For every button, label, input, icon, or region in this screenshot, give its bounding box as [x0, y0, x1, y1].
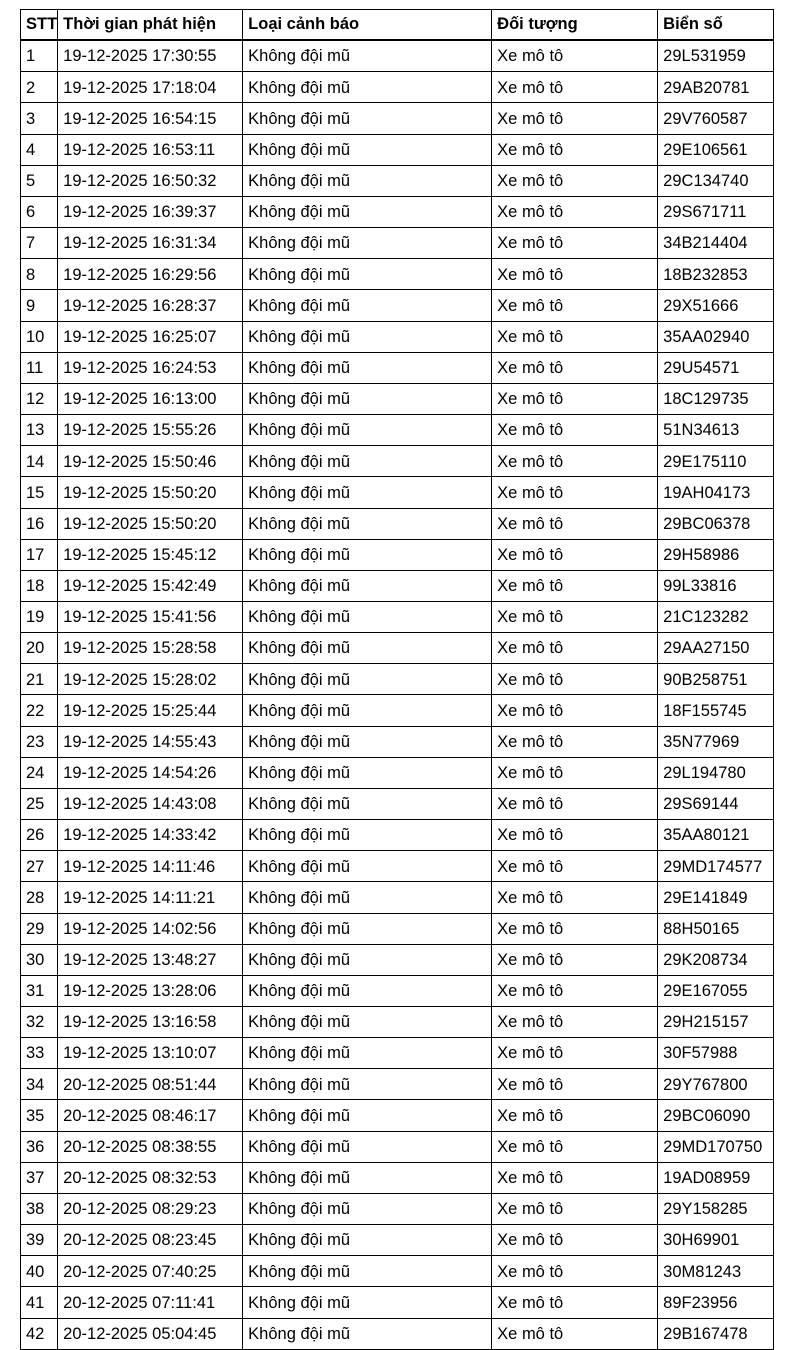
cell-object: Xe mô tô [492, 1131, 658, 1162]
table-row [21, 820, 774, 851]
table-row [21, 695, 774, 726]
cell-object: Xe mô tô [492, 726, 658, 757]
cell-object: Xe mô tô [492, 228, 658, 259]
cell-detection-time: 19-12-2025 16:24:53 [58, 352, 243, 383]
cell-detection-time: 19-12-2025 14:02:56 [58, 913, 243, 944]
cell-plate: 35N77969 [658, 726, 774, 757]
cell-plate: 29C134740 [658, 165, 774, 196]
cell-plate: 29E141849 [658, 882, 774, 913]
cell-alert-type: Không đội mũ [243, 1287, 492, 1318]
cell-plate: 29K208734 [658, 944, 774, 975]
cell-plate: 21C123282 [658, 601, 774, 632]
cell-plate: 29H215157 [658, 1007, 774, 1038]
cell-plate: 90B258751 [658, 664, 774, 695]
table-row [21, 259, 774, 290]
table-row [21, 1069, 774, 1100]
cell-object: Xe mô tô [492, 695, 658, 726]
cell-stt: 38 [21, 1193, 58, 1224]
cell-stt: 8 [21, 259, 58, 290]
cell-detection-time: 19-12-2025 15:28:58 [58, 633, 243, 664]
cell-plate: 34B214404 [658, 228, 774, 259]
cell-object: Xe mô tô [492, 477, 658, 508]
cell-plate: 29MD174577 [658, 851, 774, 882]
cell-stt: 10 [21, 321, 58, 352]
cell-stt: 7 [21, 228, 58, 259]
table-row [21, 1225, 774, 1256]
cell-detection-time: 20-12-2025 08:51:44 [58, 1069, 243, 1100]
cell-detection-time: 19-12-2025 15:50:20 [58, 508, 243, 539]
cell-alert-type: Không đội mũ [243, 165, 492, 196]
cell-plate: 89F23956 [658, 1287, 774, 1318]
cell-object: Xe mô tô [492, 446, 658, 477]
cell-stt: 16 [21, 508, 58, 539]
cell-plate: 19AD08959 [658, 1162, 774, 1193]
cell-alert-type: Không đội mũ [243, 1007, 492, 1038]
cell-plate: 18F155745 [658, 695, 774, 726]
cell-plate: 51N34613 [658, 415, 774, 446]
table-row [21, 508, 774, 539]
cell-stt: 40 [21, 1256, 58, 1287]
cell-alert-type: Không đội mũ [243, 726, 492, 757]
cell-detection-time: 19-12-2025 16:29:56 [58, 259, 243, 290]
cell-detection-time: 19-12-2025 13:10:07 [58, 1038, 243, 1069]
table-row [21, 757, 774, 788]
cell-detection-time: 19-12-2025 15:42:49 [58, 570, 243, 601]
cell-alert-type: Không đội mũ [243, 1069, 492, 1100]
table-row [21, 601, 774, 632]
cell-alert-type: Không đội mũ [243, 259, 492, 290]
cell-object: Xe mô tô [492, 1007, 658, 1038]
cell-object: Xe mô tô [492, 1038, 658, 1069]
cell-object: Xe mô tô [492, 290, 658, 321]
cell-plate: 88H50165 [658, 913, 774, 944]
cell-detection-time: 19-12-2025 13:48:27 [58, 944, 243, 975]
cell-plate: 29E175110 [658, 446, 774, 477]
cell-object: Xe mô tô [492, 1100, 658, 1131]
cell-stt: 24 [21, 757, 58, 788]
cell-detection-time: 19-12-2025 14:55:43 [58, 726, 243, 757]
cell-detection-time: 19-12-2025 16:54:15 [58, 103, 243, 134]
table-row [21, 913, 774, 944]
cell-detection-time: 20-12-2025 05:04:45 [58, 1318, 243, 1349]
cell-plate: 35AA80121 [658, 820, 774, 851]
cell-detection-time: 19-12-2025 15:25:44 [58, 695, 243, 726]
cell-stt: 28 [21, 882, 58, 913]
cell-detection-time: 19-12-2025 17:18:04 [58, 72, 243, 103]
cell-object: Xe mô tô [492, 601, 658, 632]
table-row [21, 352, 774, 383]
cell-alert-type: Không đội mũ [243, 352, 492, 383]
cell-object: Xe mô tô [492, 633, 658, 664]
cell-detection-time: 19-12-2025 15:55:26 [58, 415, 243, 446]
table-row [21, 446, 774, 477]
cell-stt: 3 [21, 103, 58, 134]
cell-object: Xe mô tô [492, 975, 658, 1006]
cell-alert-type: Không đội mũ [243, 975, 492, 1006]
cell-detection-time: 19-12-2025 14:43:08 [58, 788, 243, 819]
cell-object: Xe mô tô [492, 352, 658, 383]
cell-plate: 35AA02940 [658, 321, 774, 352]
cell-stt: 21 [21, 664, 58, 695]
cell-detection-time: 20-12-2025 08:29:23 [58, 1193, 243, 1224]
table-header [21, 10, 774, 41]
table-row [21, 196, 774, 227]
cell-object: Xe mô tô [492, 664, 658, 695]
cell-object: Xe mô tô [492, 415, 658, 446]
table-row [21, 664, 774, 695]
cell-detection-time: 19-12-2025 17:30:55 [58, 40, 243, 72]
cell-alert-type: Không đội mũ [243, 415, 492, 446]
cell-object: Xe mô tô [492, 1318, 658, 1349]
cell-alert-type: Không đội mũ [243, 508, 492, 539]
cell-detection-time: 20-12-2025 08:32:53 [58, 1162, 243, 1193]
cell-object: Xe mô tô [492, 1225, 658, 1256]
cell-stt: 29 [21, 913, 58, 944]
cell-alert-type: Không đội mũ [243, 1256, 492, 1287]
table-row [21, 40, 774, 72]
cell-stt: 23 [21, 726, 58, 757]
cell-plate: 30F57988 [658, 1038, 774, 1069]
cell-stt: 33 [21, 1038, 58, 1069]
cell-detection-time: 19-12-2025 14:54:26 [58, 757, 243, 788]
cell-object: Xe mô tô [492, 103, 658, 134]
cell-stt: 5 [21, 165, 58, 196]
cell-detection-time: 19-12-2025 16:31:34 [58, 228, 243, 259]
cell-detection-time: 19-12-2025 16:13:00 [58, 383, 243, 414]
table-row [21, 975, 774, 1006]
cell-plate: 29U54571 [658, 352, 774, 383]
cell-alert-type: Không đội mũ [243, 321, 492, 352]
cell-object: Xe mô tô [492, 1162, 658, 1193]
cell-alert-type: Không đội mũ [243, 40, 492, 72]
cell-object: Xe mô tô [492, 539, 658, 570]
cell-stt: 41 [21, 1287, 58, 1318]
cell-stt: 22 [21, 695, 58, 726]
cell-detection-time: 20-12-2025 08:38:55 [58, 1131, 243, 1162]
cell-alert-type: Không đội mũ [243, 913, 492, 944]
cell-plate: 99L33816 [658, 570, 774, 601]
cell-plate: 29MD170750 [658, 1131, 774, 1162]
cell-detection-time: 19-12-2025 15:28:02 [58, 664, 243, 695]
cell-detection-time: 19-12-2025 15:50:20 [58, 477, 243, 508]
table-row [21, 1007, 774, 1038]
cell-alert-type: Không đội mũ [243, 664, 492, 695]
cell-plate: 18C129735 [658, 383, 774, 414]
cell-object: Xe mô tô [492, 165, 658, 196]
cell-alert-type: Không đội mũ [243, 601, 492, 632]
cell-plate: 29Y767800 [658, 1069, 774, 1100]
cell-object: Xe mô tô [492, 1069, 658, 1100]
cell-detection-time: 19-12-2025 15:41:56 [58, 601, 243, 632]
cell-stt: 30 [21, 944, 58, 975]
cell-stt: 35 [21, 1100, 58, 1131]
header-row [21, 10, 774, 41]
cell-plate: 29E167055 [658, 975, 774, 1006]
cell-object: Xe mô tô [492, 851, 658, 882]
cell-alert-type: Không đội mũ [243, 539, 492, 570]
cell-object: Xe mô tô [492, 944, 658, 975]
cell-plate: 29AB20781 [658, 72, 774, 103]
cell-stt: 14 [21, 446, 58, 477]
cell-plate: 18B232853 [658, 259, 774, 290]
cell-plate: 19AH04173 [658, 477, 774, 508]
table-row [21, 1256, 774, 1287]
cell-plate: 29X51666 [658, 290, 774, 321]
cell-plate: 29BC06378 [658, 508, 774, 539]
cell-alert-type: Không đội mũ [243, 695, 492, 726]
cell-object: Xe mô tô [492, 913, 658, 944]
cell-stt: 6 [21, 196, 58, 227]
cell-stt: 36 [21, 1131, 58, 1162]
cell-detection-time: 19-12-2025 16:28:37 [58, 290, 243, 321]
table-row [21, 1287, 774, 1318]
cell-plate: 29L531959 [658, 40, 774, 72]
cell-object: Xe mô tô [492, 383, 658, 414]
table-row [21, 477, 774, 508]
cell-alert-type: Không đội mũ [243, 1038, 492, 1069]
cell-stt: 39 [21, 1225, 58, 1256]
cell-detection-time: 19-12-2025 16:50:32 [58, 165, 243, 196]
cell-object: Xe mô tô [492, 259, 658, 290]
cell-object: Xe mô tô [492, 570, 658, 601]
cell-object: Xe mô tô [492, 508, 658, 539]
cell-detection-time: 19-12-2025 16:39:37 [58, 196, 243, 227]
cell-object: Xe mô tô [492, 1193, 658, 1224]
cell-stt: 12 [21, 383, 58, 414]
cell-detection-time: 19-12-2025 15:50:46 [58, 446, 243, 477]
cell-detection-time: 19-12-2025 16:53:11 [58, 134, 243, 165]
header-detection-time: Thời gian phát hiện [58, 10, 243, 41]
table-row [21, 1193, 774, 1224]
cell-plate: 29B167478 [658, 1318, 774, 1349]
cell-alert-type: Không đội mũ [243, 633, 492, 664]
cell-alert-type: Không đội mũ [243, 290, 492, 321]
table-row [21, 290, 774, 321]
cell-detection-time: 20-12-2025 07:11:41 [58, 1287, 243, 1318]
cell-detection-time: 19-12-2025 15:45:12 [58, 539, 243, 570]
cell-alert-type: Không đội mũ [243, 228, 492, 259]
cell-alert-type: Không đội mũ [243, 383, 492, 414]
cell-object: Xe mô tô [492, 134, 658, 165]
cell-alert-type: Không đội mũ [243, 103, 492, 134]
cell-stt: 4 [21, 134, 58, 165]
cell-alert-type: Không đội mũ [243, 477, 492, 508]
cell-alert-type: Không đội mũ [243, 1131, 492, 1162]
cell-object: Xe mô tô [492, 40, 658, 72]
table-row [21, 788, 774, 819]
cell-plate: 29BC06090 [658, 1100, 774, 1131]
cell-alert-type: Không đội mũ [243, 757, 492, 788]
header-object: Đối tượng [492, 10, 658, 41]
cell-alert-type: Không đội mũ [243, 1100, 492, 1131]
cell-object: Xe mô tô [492, 882, 658, 913]
table-row [21, 1100, 774, 1131]
cell-alert-type: Không đội mũ [243, 446, 492, 477]
cell-stt: 1 [21, 40, 58, 72]
cell-plate: 30M81243 [658, 1256, 774, 1287]
table-body [21, 40, 774, 1349]
cell-alert-type: Không đội mũ [243, 944, 492, 975]
cell-stt: 27 [21, 851, 58, 882]
cell-detection-time: 19-12-2025 13:28:06 [58, 975, 243, 1006]
header-plate: Biển số [658, 10, 774, 41]
cell-alert-type: Không đội mũ [243, 1162, 492, 1193]
table-row [21, 321, 774, 352]
cell-alert-type: Không đội mũ [243, 851, 492, 882]
cell-stt: 31 [21, 975, 58, 1006]
cell-plate: 29AA27150 [658, 633, 774, 664]
cell-plate: 29V760587 [658, 103, 774, 134]
cell-alert-type: Không đội mũ [243, 1193, 492, 1224]
table-row [21, 851, 774, 882]
cell-plate: 30H69901 [658, 1225, 774, 1256]
table-row [21, 165, 774, 196]
cell-detection-time: 19-12-2025 14:11:21 [58, 882, 243, 913]
table-row [21, 944, 774, 975]
cell-stt: 13 [21, 415, 58, 446]
cell-stt: 32 [21, 1007, 58, 1038]
cell-detection-time: 20-12-2025 08:23:45 [58, 1225, 243, 1256]
cell-detection-time: 20-12-2025 07:40:25 [58, 1256, 243, 1287]
cell-plate: 29L194780 [658, 757, 774, 788]
table-row [21, 570, 774, 601]
cell-alert-type: Không đội mũ [243, 1318, 492, 1349]
cell-detection-time: 19-12-2025 14:11:46 [58, 851, 243, 882]
cell-alert-type: Không đội mũ [243, 882, 492, 913]
cell-stt: 18 [21, 570, 58, 601]
cell-stt: 2 [21, 72, 58, 103]
table-row [21, 134, 774, 165]
cell-object: Xe mô tô [492, 321, 658, 352]
cell-stt: 15 [21, 477, 58, 508]
table-row [21, 383, 774, 414]
cell-stt: 34 [21, 1069, 58, 1100]
cell-detection-time: 19-12-2025 14:33:42 [58, 820, 243, 851]
cell-object: Xe mô tô [492, 1256, 658, 1287]
cell-stt: 42 [21, 1318, 58, 1349]
table-row [21, 1038, 774, 1069]
cell-stt: 9 [21, 290, 58, 321]
cell-object: Xe mô tô [492, 72, 658, 103]
cell-detection-time: 19-12-2025 13:16:58 [58, 1007, 243, 1038]
cell-detection-time: 20-12-2025 08:46:17 [58, 1100, 243, 1131]
cell-stt: 25 [21, 788, 58, 819]
table-row [21, 882, 774, 913]
cell-stt: 26 [21, 820, 58, 851]
cell-object: Xe mô tô [492, 757, 658, 788]
cell-plate: 29Y158285 [658, 1193, 774, 1224]
cell-plate: 29S69144 [658, 788, 774, 819]
cell-alert-type: Không đội mũ [243, 196, 492, 227]
cell-object: Xe mô tô [492, 820, 658, 851]
cell-plate: 29S671711 [658, 196, 774, 227]
cell-stt: 37 [21, 1162, 58, 1193]
cell-object: Xe mô tô [492, 1287, 658, 1318]
cell-detection-time: 19-12-2025 16:25:07 [58, 321, 243, 352]
cell-object: Xe mô tô [492, 788, 658, 819]
cell-alert-type: Không đội mũ [243, 570, 492, 601]
header-stt: STT [21, 10, 58, 41]
table-row [21, 726, 774, 757]
table-row [21, 539, 774, 570]
table-row [21, 1131, 774, 1162]
cell-stt: 17 [21, 539, 58, 570]
header-alert-type: Loại cảnh báo [243, 10, 492, 41]
cell-plate: 29E106561 [658, 134, 774, 165]
violations-table [20, 9, 774, 1350]
cell-alert-type: Không đội mũ [243, 72, 492, 103]
table-row [21, 633, 774, 664]
cell-plate: 29H58986 [658, 539, 774, 570]
cell-object: Xe mô tô [492, 196, 658, 227]
cell-stt: 19 [21, 601, 58, 632]
cell-stt: 20 [21, 633, 58, 664]
cell-alert-type: Không đội mũ [243, 820, 492, 851]
cell-alert-type: Không đội mũ [243, 134, 492, 165]
cell-alert-type: Không đội mũ [243, 788, 492, 819]
cell-alert-type: Không đội mũ [243, 1225, 492, 1256]
table-row [21, 1162, 774, 1193]
table-row [21, 103, 774, 134]
table-row [21, 228, 774, 259]
table-row [21, 415, 774, 446]
cell-stt: 11 [21, 352, 58, 383]
table-row [21, 72, 774, 103]
